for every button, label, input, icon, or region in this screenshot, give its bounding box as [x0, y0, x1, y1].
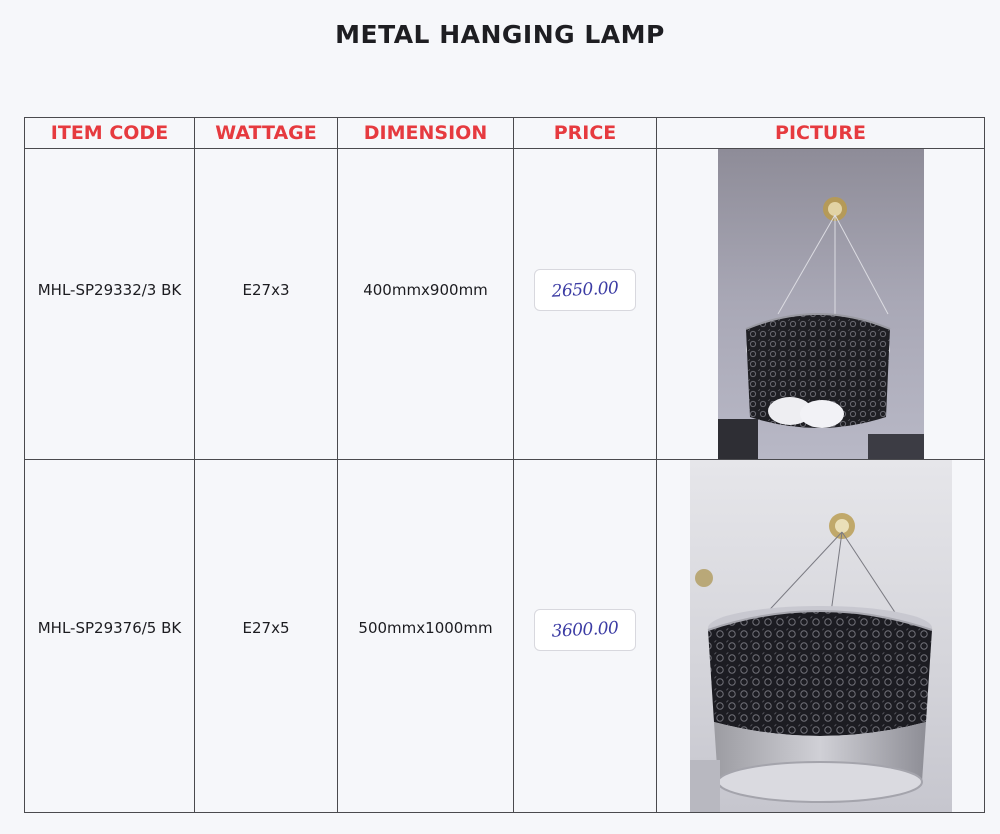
item-code-cell — [25, 149, 195, 460]
header-wattage: WATTAGE — [195, 118, 338, 149]
wattage-cell — [195, 149, 338, 460]
picture-cell — [657, 149, 985, 460]
lamp-image-icon — [718, 149, 924, 459]
price-sticker — [534, 269, 636, 311]
price-value: 2650.00 — [551, 278, 619, 302]
wattage: E27x5 — [242, 619, 290, 637]
dimension-cell — [338, 460, 514, 813]
picture-cell — [657, 460, 985, 813]
price-value: 3600.00 — [551, 618, 619, 642]
lamp-photo-3-light — [718, 149, 924, 459]
item-code-cell — [25, 460, 195, 813]
table-row — [25, 460, 985, 813]
header-dimension: DIMENSION — [338, 118, 514, 149]
price-cell — [514, 460, 657, 813]
product-table — [24, 117, 985, 813]
price-cell — [514, 149, 657, 460]
lamp-image-icon — [690, 460, 952, 812]
lamp-photo-5-light — [690, 460, 952, 812]
dimension: 400mmx900mm — [363, 281, 488, 299]
header-price: PRICE — [514, 118, 657, 149]
header-item-code: ITEM CODE — [25, 118, 195, 149]
price-sticker — [534, 609, 636, 651]
dimension: 500mmx1000mm — [358, 619, 493, 637]
item-code: MHL-SP29376/5 BK — [37, 619, 182, 637]
table-row — [25, 149, 985, 460]
wattage-cell — [195, 460, 338, 813]
dimension-cell — [338, 149, 514, 460]
page-title: METAL HANGING LAMP — [335, 20, 665, 49]
item-code: MHL-SP29332/3 BK — [37, 281, 182, 299]
header-picture: PICTURE — [657, 118, 985, 149]
wattage: E27x3 — [242, 281, 290, 299]
table-header-row — [25, 118, 985, 149]
